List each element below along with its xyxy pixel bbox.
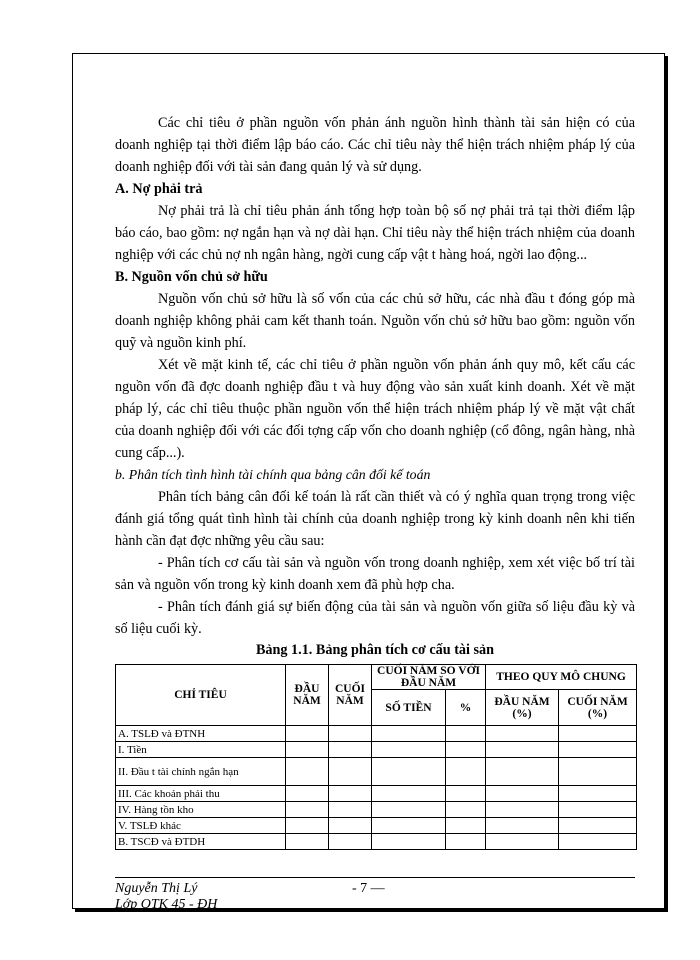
paragraph-5: Phân tích bảng cân đối kế toán là rất cần thiết và có ý nghĩa quan trọng trong việc đánh giá tổng quát tình hình tài chính của doanh nghiệp trong kỳ kinh doanh nên khi tiến hành cần đạt đợc những yêu cầu sau: xyxy=(115,489,635,549)
row-label: B. TSCĐ và ĐTDH xyxy=(116,834,286,850)
page-number: - 7 — xyxy=(352,881,385,896)
header-cuoi-nam: CUỐI NĂM xyxy=(329,665,372,726)
header-dau-nam: ĐẦU NĂM xyxy=(286,665,329,726)
table-row xyxy=(116,758,637,786)
header-so-tien: SỐ TIỀN xyxy=(372,690,446,726)
footer-divider xyxy=(115,877,635,878)
header-percent: % xyxy=(446,690,486,726)
footer-class: Lớp OTK 45 - ĐH xyxy=(115,897,218,912)
header-group-quy-mo: THEO QUY MÔ CHUNG xyxy=(486,665,637,690)
table-caption: Bảng 1.1. Bảng phân tích cơ cấu tài sản xyxy=(255,642,495,658)
row-label: II. Đầu t tài chính ngắn hạn xyxy=(116,758,286,786)
header-chi-tieu: CHỈ TIÊU xyxy=(116,665,286,726)
table-row xyxy=(116,786,637,802)
table-row xyxy=(116,802,637,818)
row-label: A. TSLĐ và ĐTNH xyxy=(116,726,286,742)
table-row xyxy=(116,742,637,758)
table-row xyxy=(116,818,637,834)
header-dau-nam-pct: ĐẦU NĂM (%) xyxy=(486,690,559,726)
asset-structure-table xyxy=(115,664,637,850)
row-label: V. TSLĐ khác xyxy=(116,818,286,834)
paragraph-7: - Phân tích đánh giá sự biến động của tài sản và nguồn vốn giữa số liệu đầu kỳ và số liệu cuối kỳ. xyxy=(115,599,635,637)
document-body xyxy=(115,112,635,850)
paragraph-6: - Phân tích cơ cấu tài sản và nguồn vốn trong doanh nghiệp, xem xét việc bố trí tài sản và nguồn vốn trong kỳ kinh doanh xem đã phù hợp cha. xyxy=(115,555,635,593)
row-label: IV. Hàng tồn kho xyxy=(116,802,286,818)
table-row xyxy=(116,726,637,742)
subheading-b: b. Phân tích tình hình tài chính qua bảng cân đối kế toán xyxy=(115,467,431,482)
paragraph-1: Các chỉ tiêu ở phần nguồn vốn phản ánh nguồn hình thành tài sản hiện có của doanh nghiệp tại thời điểm lập báo cáo. Các chỉ tiêu này thể hiện trách nhiệm pháp lý của doanh nghiệp đối với tài sản đang quản lý và sử dụng. xyxy=(115,115,635,175)
header-cuoi-nam-pct: CUỐI NĂM (%) xyxy=(559,690,637,726)
row-label: III. Các khoản phải thu xyxy=(116,786,286,802)
footer-author: Nguyễn Thị Lý xyxy=(115,881,198,896)
heading-a: A. Nợ phải trả xyxy=(115,181,203,197)
paragraph-4: Xét về mặt kinh tế, các chỉ tiêu ở phần nguồn vốn phản ánh quy mô, kết cấu các nguồn vốn đã đợc doanh nghiệp đầu t và huy động vào sản xuất kinh doanh. Xét về mặt pháp lý, các chỉ tiêu thuộc phần nguồn vốn thể hiện trách nhiệm pháp lý về mặt vật chất của doanh nghiệp đối với các đối tợng cấp vốn cho doanh nghiệp (cổ đông, ngân hàng, nhà cung cấp...). xyxy=(115,357,635,461)
heading-b: B. Nguồn vốn chủ sở hữu xyxy=(115,269,268,285)
table-row xyxy=(116,834,637,850)
paragraph-2: Nợ phải trả là chỉ tiêu phản ánh tổng hợp toàn bộ số nợ phải trả tại thời điểm lập báo cáo, bao gồm: nợ ngắn hạn và nợ dài hạn. Chỉ tiêu này thể hiện trách nhiệm của doanh nghiệp với các chủ nợ nh ngân hàng, ngời cung cấp vật t hàng hoá, ngời lao động... xyxy=(115,203,635,263)
paragraph-3: Nguồn vốn chủ sở hữu là số vốn của các chủ sở hữu, các nhà đầu t đóng góp mà doanh nghiệp không phải cam kết thanh toán. Nguồn vốn chủ sở hữu bao gồm: nguồn vốn quỹ và nguồn kinh phí. xyxy=(115,291,635,351)
row-label: I. Tiền xyxy=(116,742,286,758)
header-group-so-sanh: CUỐI NĂM SO VỚI ĐẦU NĂM xyxy=(372,665,486,690)
